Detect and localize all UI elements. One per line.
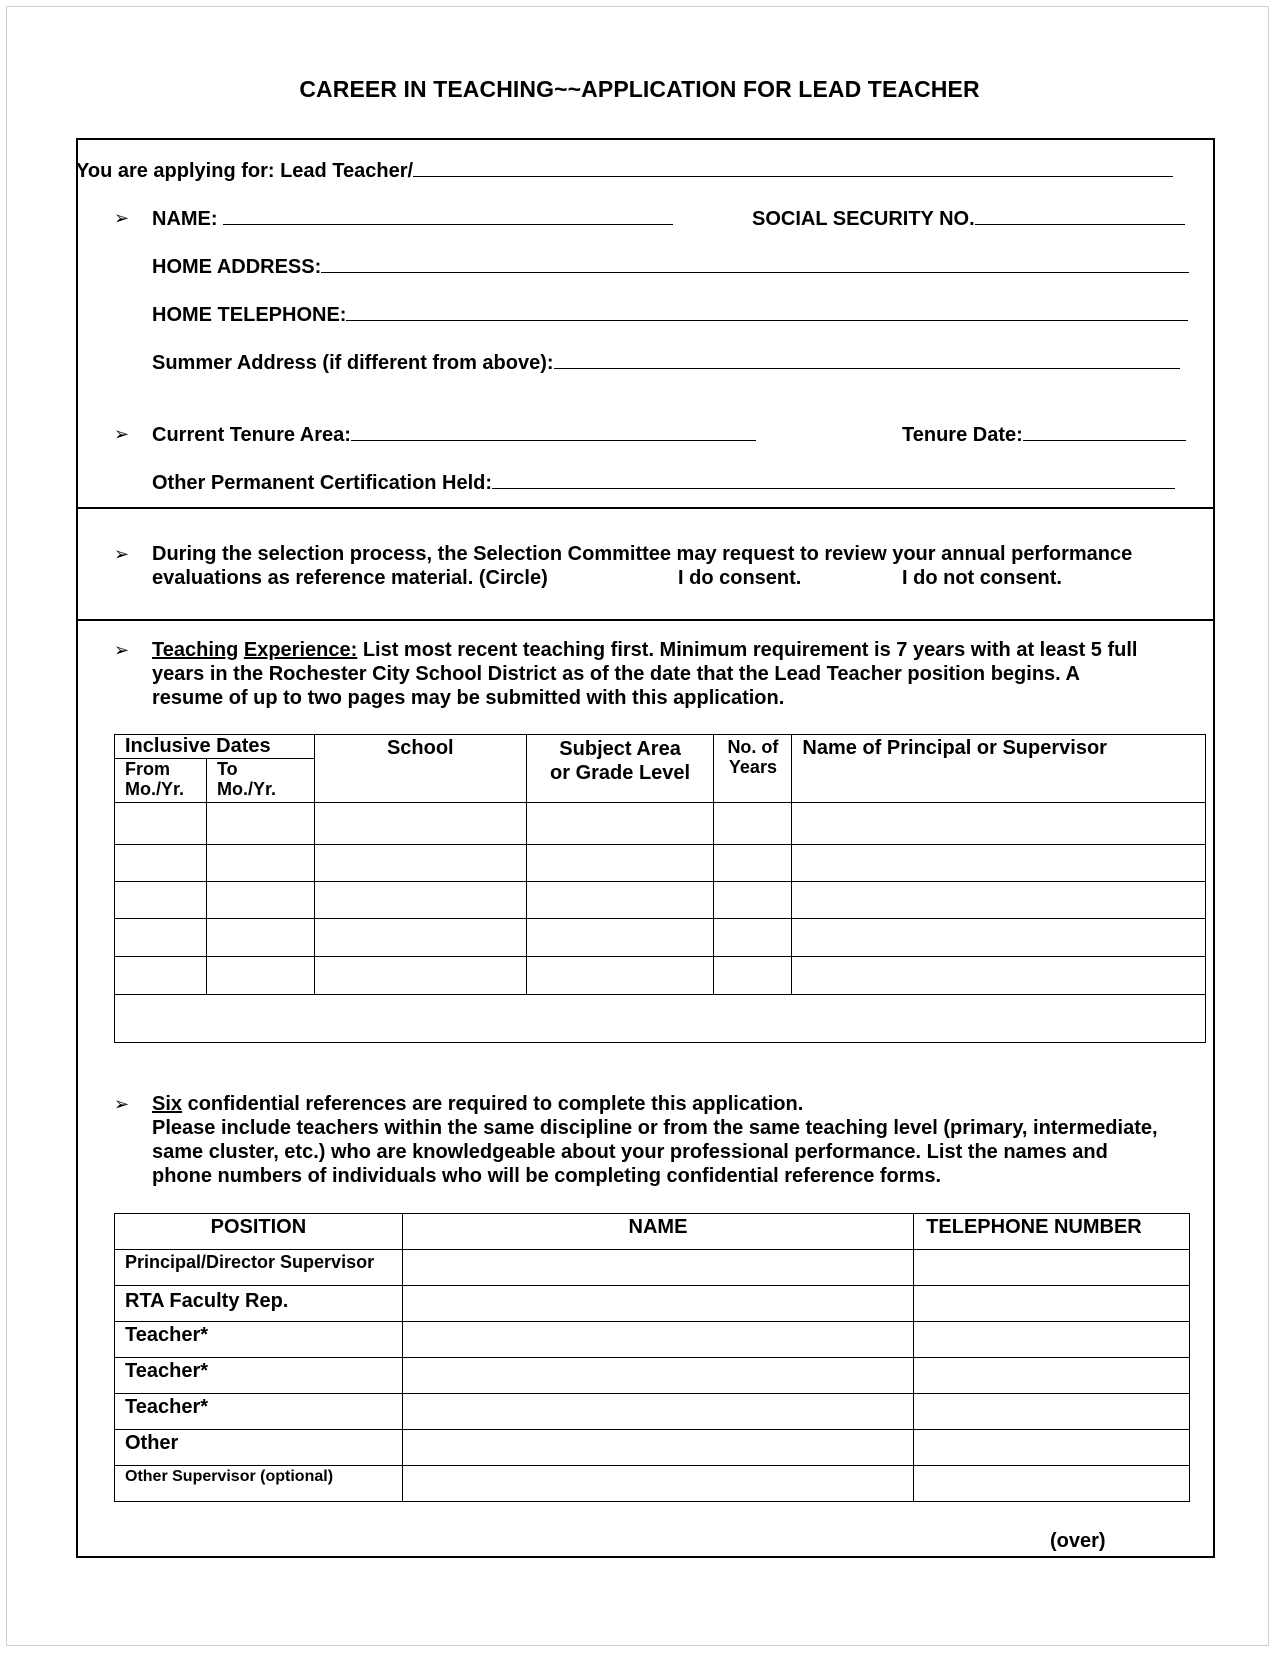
to-cell[interactable] xyxy=(206,882,314,919)
consent-paragraph xyxy=(152,542,1202,590)
home-telephone-label: HOME TELEPHONE: xyxy=(152,304,347,326)
summer-address-field[interactable] xyxy=(152,350,1180,375)
reference-phone-cell[interactable] xyxy=(914,1322,1190,1358)
to-cell[interactable] xyxy=(206,845,314,882)
to-cell[interactable] xyxy=(206,919,314,957)
from-cell[interactable] xyxy=(115,845,207,882)
subject-area-header xyxy=(526,735,714,803)
ssn-field[interactable] xyxy=(752,206,1185,231)
references-paragraph xyxy=(152,1092,1222,1188)
bullet-arrow-icon: ➢ xyxy=(114,1094,130,1114)
from-cell[interactable] xyxy=(115,882,207,919)
table-row xyxy=(115,957,1206,995)
tenure-date-blank[interactable] xyxy=(1023,422,1186,441)
reference-name-cell[interactable] xyxy=(402,1322,913,1358)
bullet-arrow-icon: ➢ xyxy=(114,640,130,660)
summer-address-label: Summer Address (if different from above): xyxy=(152,352,554,374)
reference-phone-cell[interactable] xyxy=(914,1430,1190,1466)
other-certification-field[interactable] xyxy=(152,470,1175,495)
school-cell[interactable] xyxy=(314,957,526,995)
subject-area-header-line-2: or Grade Level xyxy=(550,762,691,784)
consent-line-2: evaluations as reference material. (Circle) xyxy=(152,567,548,589)
home-address-field[interactable] xyxy=(152,254,1189,279)
references-line-4: phone numbers of individuals who will be completing confidential reference forms. xyxy=(152,1165,941,1187)
teaching-line-1: List most recent teaching first. Minimum requirement is 7 years with at least 5 full xyxy=(357,639,1138,661)
applying-for-field[interactable] xyxy=(76,158,1173,183)
reference-phone-cell[interactable] xyxy=(914,1394,1190,1430)
position-cell: Principal/Director Supervisor xyxy=(115,1250,403,1286)
name-label: NAME: xyxy=(152,208,218,230)
reference-name-cell[interactable] xyxy=(402,1430,913,1466)
applying-for-label: You are applying for: Lead Teacher/ xyxy=(76,160,414,182)
to-header-line-2: Mo./Yr. xyxy=(216,779,276,799)
tenure-area-field[interactable] xyxy=(152,422,756,447)
principal-cell[interactable] xyxy=(792,845,1206,882)
years-header xyxy=(714,735,792,803)
references-line-2: Please include teachers within the same discipline or from the same teaching level (primary, intermediate, xyxy=(152,1117,1158,1139)
to-cell[interactable] xyxy=(206,957,314,995)
table-row xyxy=(115,882,1206,919)
table-row xyxy=(115,1322,1190,1358)
reference-phone-cell[interactable] xyxy=(914,1286,1190,1322)
section-divider xyxy=(76,619,1215,621)
subject-cell[interactable] xyxy=(526,882,714,919)
references-table xyxy=(114,1213,1190,1502)
school-cell[interactable] xyxy=(314,803,526,845)
name-header: NAME xyxy=(402,1214,913,1250)
table-row xyxy=(115,1250,1190,1286)
position-cell: Other Supervisor (optional) xyxy=(115,1466,403,1502)
teaching-heading-experience: Experience: xyxy=(243,639,358,661)
school-cell[interactable] xyxy=(314,845,526,882)
inclusive-dates-header: Inclusive Dates xyxy=(115,735,315,759)
principal-header: Name of Principal or Supervisor xyxy=(792,735,1206,803)
tenure-date-field[interactable] xyxy=(902,422,1186,447)
other-certification-blank[interactable] xyxy=(492,470,1175,489)
position-cell: Other xyxy=(115,1430,403,1466)
subject-cell[interactable] xyxy=(526,845,714,882)
applying-for-blank[interactable] xyxy=(413,158,1173,177)
no-consent-option[interactable]: I do not consent. xyxy=(902,567,1062,589)
to-header-line-1: To xyxy=(216,759,238,779)
table-row xyxy=(115,803,1206,845)
reference-name-cell[interactable] xyxy=(402,1286,913,1322)
page-title: CAREER IN TEACHING~~APPLICATION FOR LEAD TEACHER xyxy=(299,76,980,102)
table-row xyxy=(115,1394,1190,1430)
name-field[interactable] xyxy=(152,206,673,231)
references-six: Six xyxy=(152,1093,183,1115)
references-line-3: same cluster, etc.) who are knowledgeable about your professional performance. List the names and xyxy=(152,1141,1108,1163)
principal-cell[interactable] xyxy=(792,919,1206,957)
teaching-line-2: years in the Rochester City School District as of the date that the Lead Teacher position begins. A xyxy=(152,663,1080,685)
over-note: (over) xyxy=(1050,1530,1106,1552)
position-cell: RTA Faculty Rep. xyxy=(115,1286,403,1322)
table-row xyxy=(115,845,1206,882)
from-cell[interactable] xyxy=(115,957,207,995)
to-cell[interactable] xyxy=(206,803,314,845)
years-header-line-1: No. of xyxy=(727,737,779,757)
reference-phone-cell[interactable] xyxy=(914,1358,1190,1394)
years-cell[interactable] xyxy=(714,957,792,995)
summer-address-blank[interactable] xyxy=(554,350,1180,369)
tenure-area-label: Current Tenure Area: xyxy=(152,424,351,446)
tenure-date-label: Tenure Date: xyxy=(902,424,1023,446)
school-cell[interactable] xyxy=(314,919,526,957)
home-address-label: HOME ADDRESS: xyxy=(152,256,322,278)
bullet-arrow-icon: ➢ xyxy=(114,424,130,444)
other-certification-label: Other Permanent Certification Held: xyxy=(152,472,493,494)
subject-cell[interactable] xyxy=(526,803,714,845)
to-header xyxy=(206,759,314,803)
from-header-line-1: From xyxy=(125,759,170,779)
references-line-1: confidential references are required to complete this application. xyxy=(182,1093,804,1115)
years-cell[interactable] xyxy=(714,882,792,919)
consent-option[interactable]: I do consent. xyxy=(678,567,802,589)
subject-area-header-line-1: Subject Area xyxy=(559,738,681,760)
reference-phone-cell[interactable] xyxy=(914,1250,1190,1286)
from-cell[interactable] xyxy=(115,803,207,845)
reference-name-cell[interactable] xyxy=(402,1358,913,1394)
subject-cell[interactable] xyxy=(526,957,714,995)
school-header: School xyxy=(314,735,526,803)
telephone-header: TELEPHONE NUMBER xyxy=(914,1214,1190,1250)
years-cell[interactable] xyxy=(714,803,792,845)
bullet-arrow-icon: ➢ xyxy=(114,208,130,228)
reference-name-cell[interactable] xyxy=(402,1466,913,1502)
reference-name-cell[interactable] xyxy=(402,1394,913,1430)
home-telephone-blank[interactable] xyxy=(346,302,1188,321)
table-row xyxy=(115,1430,1190,1466)
table-row xyxy=(115,1358,1190,1394)
tenure-area-blank[interactable] xyxy=(351,422,756,441)
home-address-blank[interactable] xyxy=(321,254,1189,273)
from-header xyxy=(115,759,207,803)
home-telephone-field[interactable] xyxy=(152,302,1188,327)
table-row xyxy=(115,1286,1190,1322)
consent-line-1: During the selection process, the Selection Committee may request to review your annual performance xyxy=(152,543,1133,565)
principal-cell[interactable] xyxy=(792,803,1206,845)
teaching-line-3: resume of up to two pages may be submitted with this application. xyxy=(152,687,785,709)
teaching-experience-paragraph xyxy=(152,638,1212,710)
position-cell: Teacher* xyxy=(115,1358,403,1394)
table-row xyxy=(115,995,1206,1043)
section-divider xyxy=(76,507,1215,509)
position-header: POSITION xyxy=(115,1214,403,1250)
from-cell[interactable] xyxy=(115,919,207,957)
principal-cell[interactable] xyxy=(792,957,1206,995)
notes-cell[interactable] xyxy=(115,995,1206,1043)
years-cell[interactable] xyxy=(714,919,792,957)
ssn-label: SOCIAL SECURITY NO. xyxy=(752,208,975,230)
principal-cell[interactable] xyxy=(792,882,1206,919)
teaching-heading: Teaching xyxy=(152,639,239,661)
bullet-arrow-icon: ➢ xyxy=(114,544,130,564)
years-header-line-2: Years xyxy=(728,757,777,777)
years-cell[interactable] xyxy=(714,845,792,882)
table-row xyxy=(115,1466,1190,1502)
name-blank[interactable] xyxy=(223,206,673,225)
reference-phone-cell[interactable] xyxy=(914,1466,1190,1502)
table-row xyxy=(115,919,1206,957)
position-cell: Teacher* xyxy=(115,1322,403,1358)
from-header-line-2: Mo./Yr. xyxy=(125,779,185,799)
experience-table xyxy=(114,734,1206,1043)
position-cell: Teacher* xyxy=(115,1394,403,1430)
school-cell[interactable] xyxy=(314,882,526,919)
ssn-blank[interactable] xyxy=(975,206,1185,225)
reference-name-cell[interactable] xyxy=(402,1250,913,1286)
subject-cell[interactable] xyxy=(526,919,714,957)
